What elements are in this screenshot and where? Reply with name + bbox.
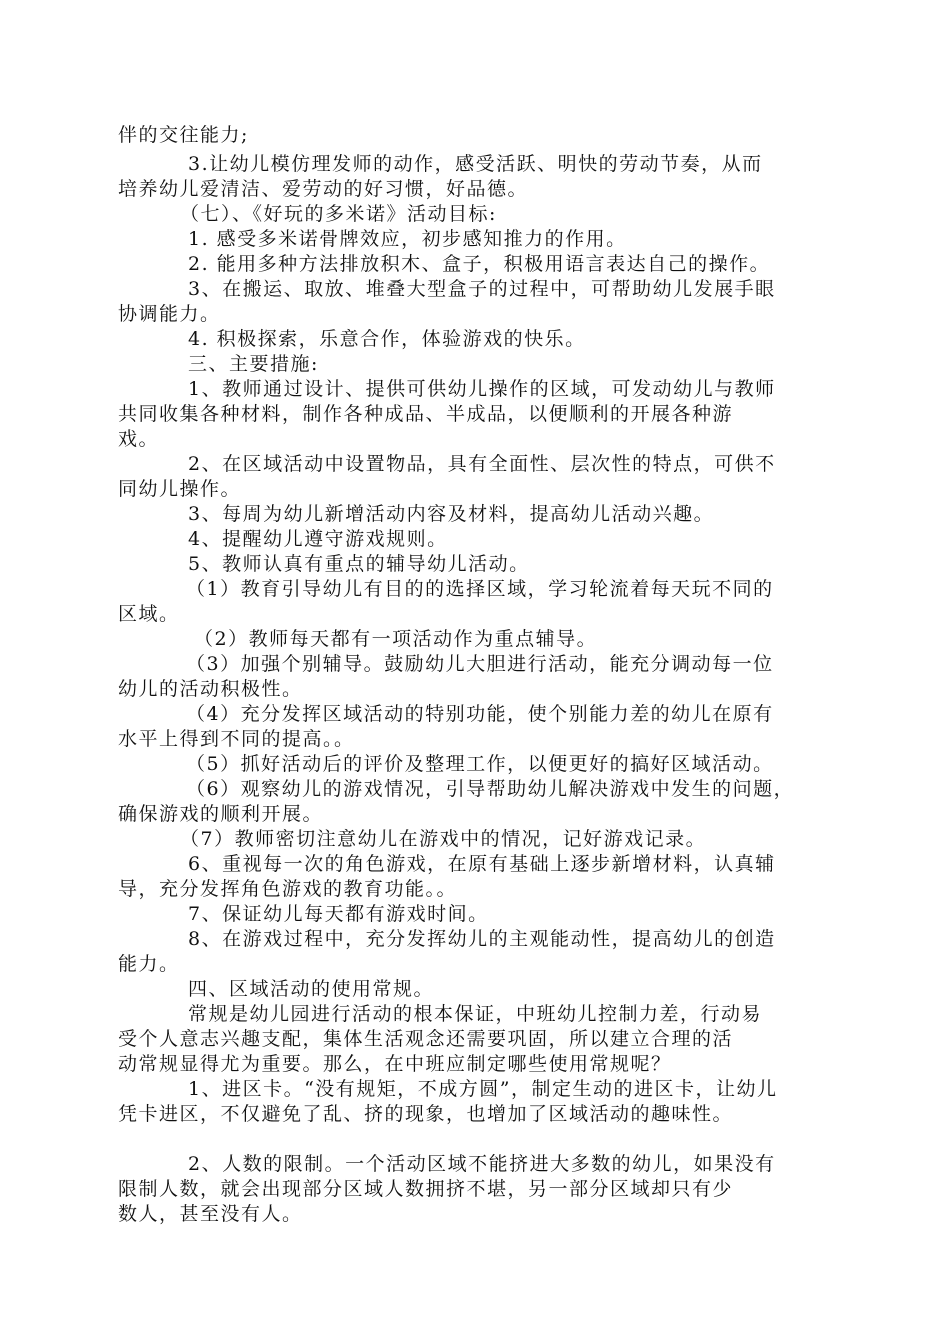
text-line: 1、教师通过设计、提供可供幼儿操作的区域，可发动幼儿与教师 bbox=[188, 378, 776, 400]
text-line: 动常规显得尤为重要。那么，在中班应制定哪些使用常规呢？ bbox=[118, 1053, 672, 1075]
text-line: 区域。 bbox=[118, 603, 180, 625]
text-line: 3.让幼儿模仿理发师的动作，感受活跃、明快的劳动节奏，从而 bbox=[188, 153, 763, 175]
text-line: 1、进区卡。“没有规矩，不成方圆”，制定生动的进区卡，让幼儿 bbox=[188, 1078, 778, 1100]
text-line: 2、在区域活动中设置物品，具有全面性、层次性的特点，可供不 bbox=[188, 453, 776, 475]
text-line: 导，充分发挥角色游戏的教育功能。。 bbox=[118, 878, 458, 900]
text-line: （2）教师每天都有一项活动作为重点辅导。 bbox=[194, 628, 598, 650]
text-line: 伴的交往能力; bbox=[118, 124, 249, 146]
text-line: 受个人意志兴趣支配，集体生活观念还需要巩固，所以建立合理的活 bbox=[118, 1028, 734, 1050]
text-line: （7）教师密切注意幼儿在游戏中的情况，记好游戏记录。 bbox=[180, 828, 707, 850]
text-line: 幼儿的活动积极性。 bbox=[118, 678, 303, 700]
text-line: 2、人数的限制。一个活动区域不能挤进大多数的幼儿，如果没有 bbox=[188, 1153, 776, 1175]
text-line: 5、教师认真有重点的辅导幼儿活动。 bbox=[188, 553, 530, 575]
text-line: 4. 积极探索，乐意合作，体验游戏的快乐。 bbox=[188, 328, 586, 350]
text-line: 常规是幼儿园进行活动的根本保证，中班幼儿控制力差，行动易 bbox=[188, 1003, 763, 1025]
text-line: 2. 能用多种方法排放积木、盒子，积极用语言表达自己的操作。 bbox=[188, 253, 771, 275]
text-line: 1. 感受多米诺骨牌效应，初步感知推力的作用。 bbox=[188, 228, 627, 250]
text-line: 7、保证幼儿每天都有游戏时间。 bbox=[188, 903, 489, 925]
text-line: 8、在游戏过程中，充分发挥幼儿的主观能动性，提高幼儿的创造 bbox=[188, 928, 776, 950]
text-line: （5）抓好活动后的评价及整理工作，以便更好的搞好区域活动。 bbox=[186, 753, 774, 775]
text-line: 数人，甚至没有人。 bbox=[118, 1203, 303, 1225]
text-line: 水平上得到不同的提高。。 bbox=[118, 728, 355, 750]
text-line: 限制人数，就会出现部分区域人数拥挤不堪，另一部分区域却只有少 bbox=[118, 1178, 734, 1200]
text-line: 确保游戏的顺利开展。 bbox=[118, 803, 324, 825]
text-line: 凭卡进区，不仅避免了乱、挤的现象，也增加了区域活动的趣味性。 bbox=[118, 1103, 734, 1125]
text-line: 能力。 bbox=[118, 953, 180, 975]
text-line: （4）充分发挥区域活动的特别功能，使个别能力差的幼儿在原有 bbox=[186, 703, 774, 725]
text-line: （6）观察幼儿的游戏情况，引导帮助幼儿解决游戏中发生的问题， bbox=[186, 778, 795, 800]
section-heading: （七）、《好玩的多米诺》活动目标: bbox=[180, 203, 497, 225]
text-line: （1）教育引导幼儿有目的的选择区域，学习轮流着每天玩不同的 bbox=[186, 578, 774, 600]
section-heading: 四、区域活动的使用常规。 bbox=[188, 978, 435, 1000]
text-line: 戏。 bbox=[118, 428, 160, 450]
text-line: 共同收集各种材料，制作各种成品、半成品，以便顺利的开展各种游 bbox=[118, 403, 734, 425]
text-line: 协调能力。 bbox=[118, 303, 221, 325]
text-line: （3）加强个别辅导。鼓励幼儿大胆进行活动，能充分调动每一位 bbox=[186, 653, 774, 675]
text-line: 3、在搬运、取放、堆叠大型盒子的过程中，可帮助幼儿发展手眼 bbox=[188, 278, 776, 300]
text-line: 同幼儿操作。 bbox=[118, 478, 242, 500]
text-line: 4、提醒幼儿遵守游戏规则。 bbox=[188, 528, 448, 550]
text-line: 3、每周为幼儿新增活动内容及材料，提高幼儿活动兴趣。 bbox=[188, 503, 715, 525]
section-heading: 三、主要措施: bbox=[188, 353, 319, 375]
text-line: 6、重视每一次的角色游戏，在原有基础上逐步新增材料，认真辅 bbox=[188, 853, 776, 875]
text-line: 培养幼儿爱清洁、爱劳动的好习惯，好品德。 bbox=[118, 178, 529, 200]
